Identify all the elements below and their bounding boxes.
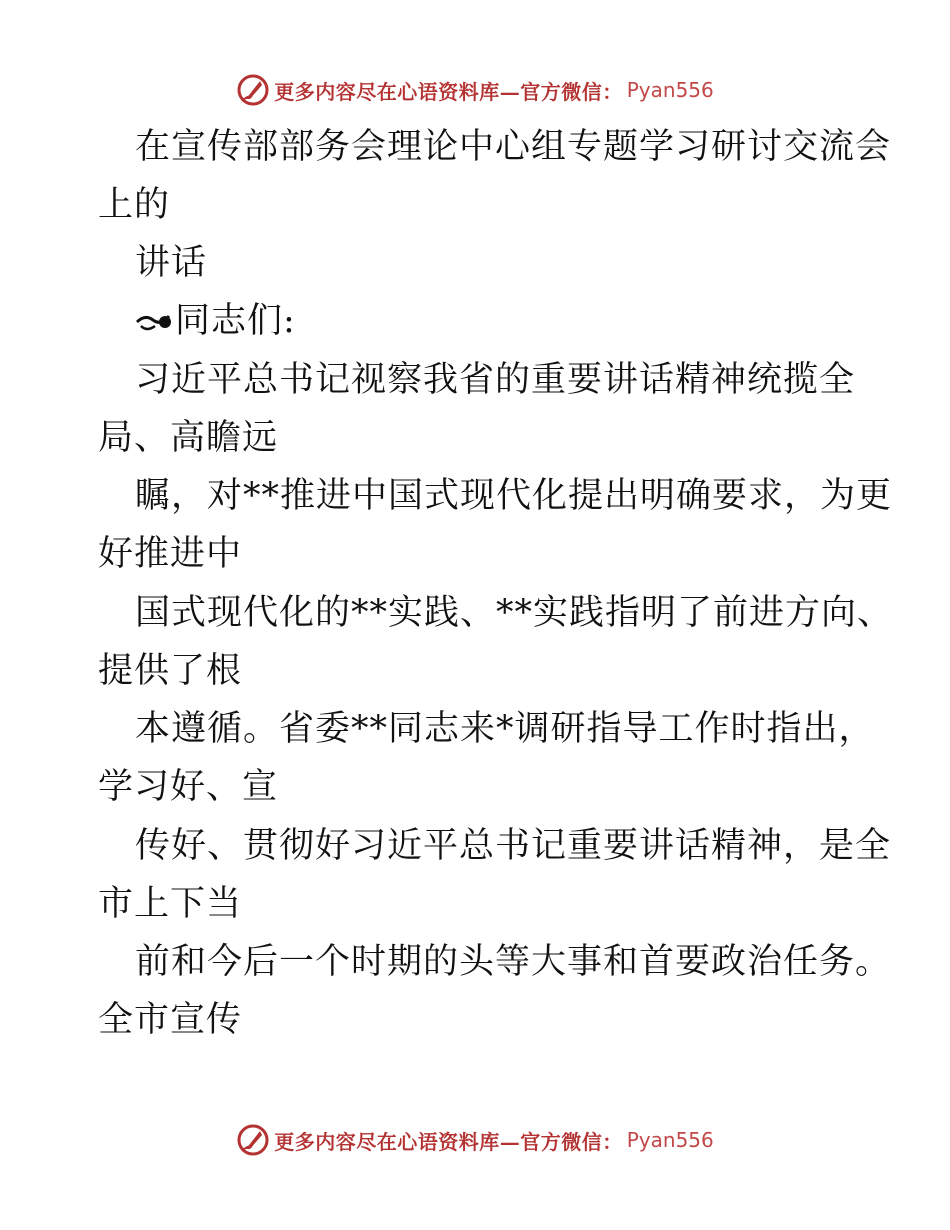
body-line: 上的 [98,185,171,225]
footer-banner-id: Pyan556 [626,1128,714,1152]
body-line: 讲话 [135,243,208,283]
body-line: 学习好、宣 [98,767,279,807]
salutation-text: 同志们: [175,301,296,341]
body-line: 本遵循。省委**同志来*调研指导工作时指出， [135,709,875,749]
body-line: 市上下当 [98,884,243,924]
body-line: 提供了根 [98,651,243,691]
quill-logo-icon [236,73,270,107]
body-line: 好推进中 [98,534,243,574]
footer-banner-text: 更多内容尽在心语资料库—官方微信： [274,1129,623,1154]
leaf-bullet-icon [135,306,173,334]
body-line: 传好、贯彻好习近平总书记重要讲话精神，是全 [135,826,892,866]
body-line: 前和今后一个时期的头等大事和首要政治任务。 [135,942,892,982]
body-line: 局、高瞻远 [98,418,279,458]
header-banner-id: Pyan556 [626,78,714,102]
footer-banner [0,1120,950,1160]
body-line: 国式现代化的**实践、**实践指明了前进方向、 [135,593,894,633]
body-line: 在宣传部部务会理论中心组专题学习研讨交流会 [135,127,892,167]
header-banner-text: 更多内容尽在心语资料库—官方微信： [274,79,623,104]
body-line: 瞩，对**推进中国式现代化提出明确要求，为更 [135,476,893,516]
quill-logo-icon [236,1123,270,1157]
header-banner [0,70,950,110]
body-line: 全市宣传 [98,1000,243,1040]
salutation-line [135,301,296,341]
body-line: 习近平总书记视察我省的重要讲话精神统揽全 [135,360,856,400]
